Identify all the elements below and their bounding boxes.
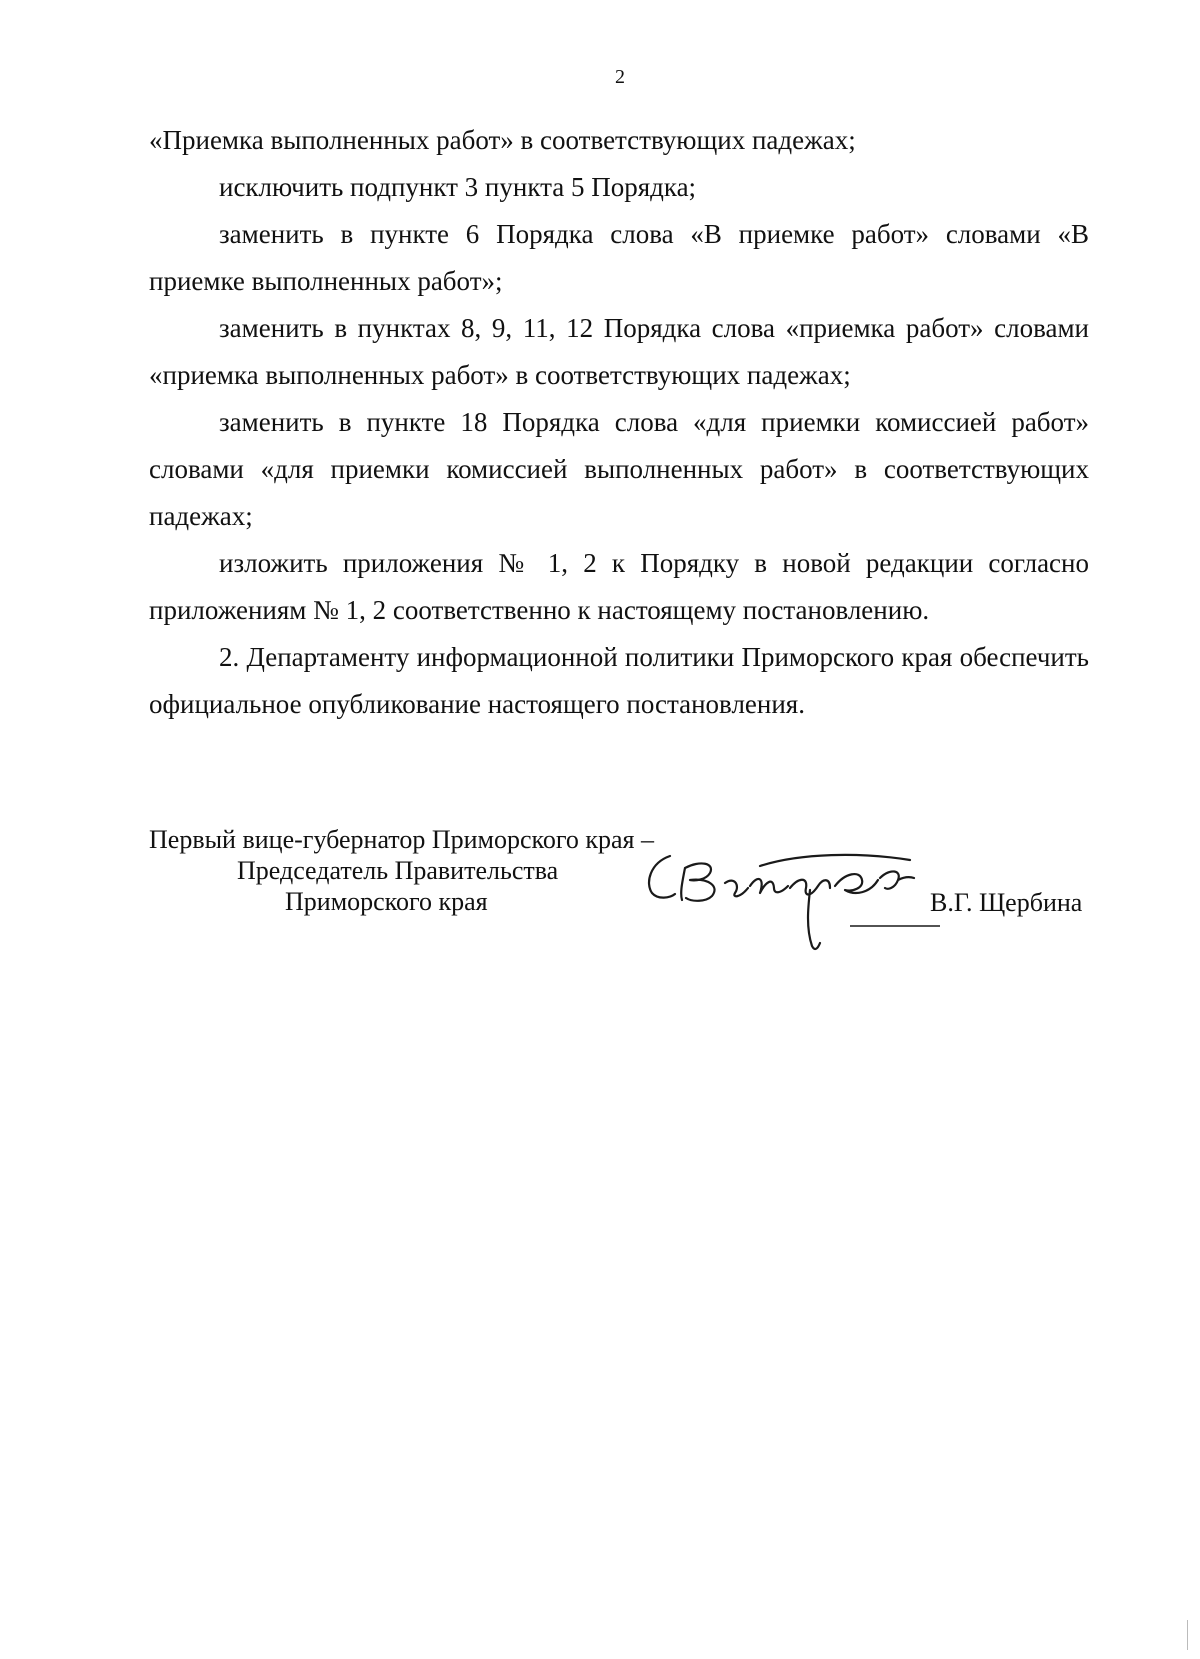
scan-edge-mark [1187,1620,1188,1650]
page-number: 2 [615,66,625,88]
document-body [149,117,1089,728]
signer-position-line-2: Председатель Правительства [237,856,559,885]
paragraph-exclude-subpoint: исключить подпункт 3 пункта 5 Порядка; [219,172,697,202]
signer-position-line-1: Первый вице-губернатор Приморского края – [149,825,654,854]
paragraph-replace-point-18: заменить в пункте 18 Порядка слова «для приемки комиссией работ» словами «для приемки комиссией выполненных работ» в соответствующих падежах; [149,407,1089,531]
paragraph-replace-point-6: заменить в пункте 6 Порядка слова «В приемке работ» словами «В приемке выполненных работ»; [149,219,1089,296]
paragraph-appendices: изложить приложения № 1, 2 к Порядку в новой редакции согласно приложениям № 1, 2 соответственно к настоящему постановлению. [149,548,1089,625]
paragraph-continuation: «Приемка выполненных работ» в соответствующих падежах; [149,125,856,155]
signer-name: В.Г. Щербина [930,888,1083,917]
signer-position-line-3: Приморского края [285,887,488,916]
handwritten-signature [640,848,980,958]
paragraph-replace-points-8-12: заменить в пунктах 8, 9, 11, 12 Порядка слова «приемка работ» словами «приемка выполненных работ» в соответствующих падежах; [149,313,1089,390]
paragraph-publication: 2. Департаменту информационной политики Приморского края обеспечить официальное опубликование настоящего постановления. [149,642,1089,719]
